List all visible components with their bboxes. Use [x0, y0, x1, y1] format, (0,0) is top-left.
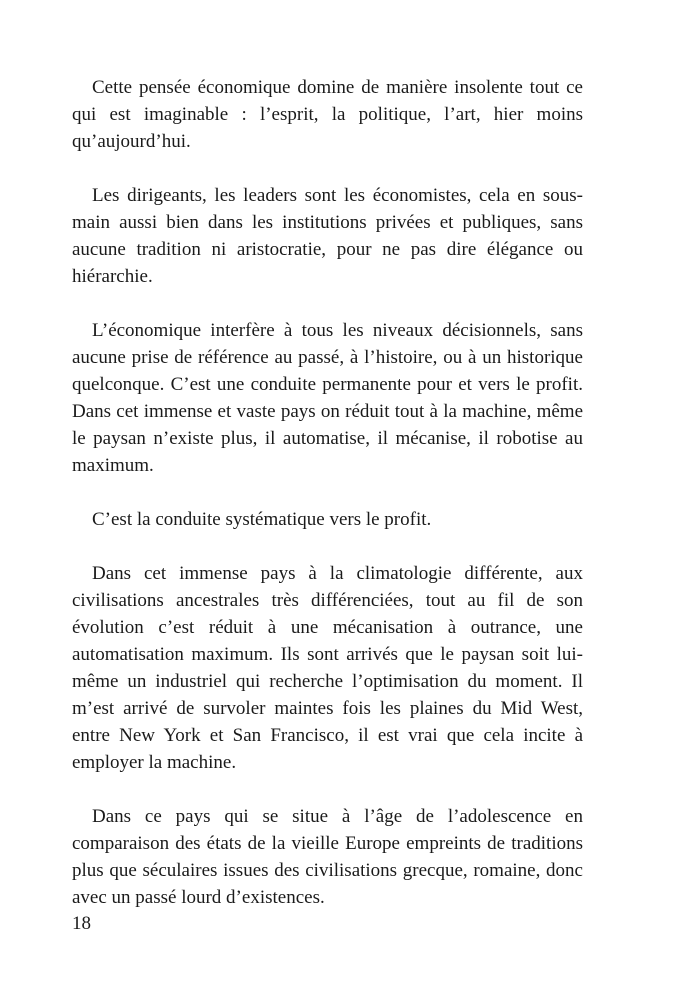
paragraph-2: Les dirigeants, les leaders sont les économistes, cela en sous-main aussi bien dans les institutions privées et publiques, sans aucune tradition ni aristocratie, pour ne pas dire élégance ou hiérarchie. — [72, 185, 583, 287]
paragraph-4: C’est la conduite systématique vers le profit. — [92, 509, 432, 530]
paragraph-1: Cette pensée économique domine de manière insolente tout ce qui est imaginable : l’esprit, la politique, l’art, hier moins qu’aujourd’hui. — [72, 77, 583, 152]
page-number: 18 — [72, 913, 91, 934]
paragraph-5: Dans cet immense pays à la climatologie différente, aux civilisations ancestrales très différenciées, tout au fil de son évolution c’est réduit à une mécanisation à outrance, une automatisation maximum. Ils sont arrivés que le paysan soit lui-même un industriel qui recherche l’optimisation du moment. Il m’est arrivé de survoler maintes fois les plaines du Mid West, entre New York et San Francisco, il est vrai que cela incite à employer la machine. — [72, 563, 583, 773]
page-body — [72, 74, 583, 911]
paragraph-3: L’économique interfère à tous les niveaux décisionnels, sans aucune prise de référence au passé, à l’histoire, ou à un historique quelconque. C’est une conduite permanente pour et vers le profit. Dans cet immense et vaste pays on réduit tout à la machine, même le paysan n’existe plus, il automatise, il mécanise, il robotise au maximum. — [72, 320, 583, 476]
paragraph-6: Dans ce pays qui se situe à l’âge de l’adolescence en comparaison des états de la vieille Europe empreints de traditions plus que séculaires issues des civilisations grecque, romaine, donc avec un passé lourd d’existences. — [72, 806, 583, 908]
